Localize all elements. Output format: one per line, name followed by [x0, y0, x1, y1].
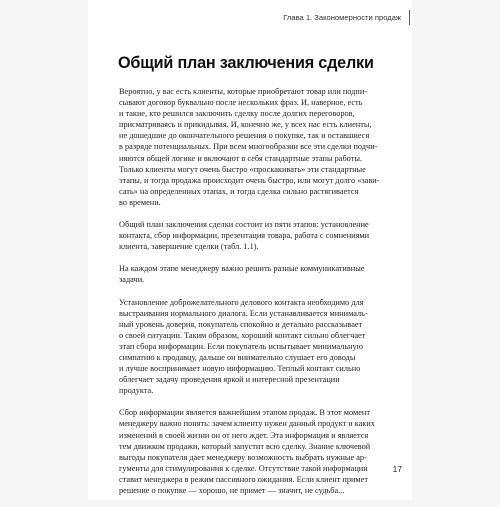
text-line: во времени. — [119, 197, 161, 207]
text-line: и такие, кто решился заключить сделку после долгих переговоров, — [119, 109, 355, 119]
text-line: Только клиенты могут очень быстро «проскакивать» эти стандартные — [119, 164, 366, 174]
text-line: Вероятно, у вас есть клиенты, которые приобретают товар или подпи- — [119, 87, 368, 96]
text-line: сать» на определенных этапах, и тогда сделка сильно растягивается — [119, 186, 359, 196]
text-line: изменений в своей жизни он от него ждет. Эта информация и является — [119, 430, 369, 440]
paragraph — [119, 263, 401, 285]
text-line: задачи. — [119, 275, 145, 285]
text-line: о своей ситуации. Таким образом, хороший контакт сильно облегчает — [119, 330, 366, 340]
page-number: 17 — [392, 464, 402, 474]
text-line: выгоды покупателя дает менеджеру возможность выбрать нужные ар- — [119, 452, 367, 462]
paragraph — [119, 407, 401, 496]
text-line: менеджеру важно понять: зачем клиенту нужен данный продукт и каких — [119, 419, 375, 429]
running-header — [283, 10, 412, 25]
book-page — [88, 0, 412, 500]
text-line: няются общей логике и включают в себя стандартные этапы работы. — [119, 153, 362, 163]
text-line: На каждом этапе менеджеру важно решить разные коммуникативные — [119, 264, 365, 274]
text-line: ставит менеджера в режим пассивного ожидания. Если клиент примет — [119, 474, 368, 484]
text-line: этапы, и тогда продажа происходит очень быстро, или могут долго «зави- — [119, 175, 380, 185]
text-line: Общий план заключения сделки состоит из пяти этапов: установление — [119, 220, 369, 230]
text-line: продукта. — [119, 386, 154, 396]
paragraph — [119, 86, 401, 208]
text-line: не дошедшие до окончательного решения о покупке, так и оставшиеся — [119, 131, 370, 141]
paragraph — [119, 219, 401, 252]
text-line: симпатию к продавцу, дальше он внимательно слушает его доводы — [119, 352, 356, 362]
text-line: в разряде потенциальных. При всем многообразии все эти сделки подчи- — [119, 142, 378, 152]
text-line: тем движком продажи, который запустит всю сделку. Знание ключевой — [119, 441, 371, 451]
text-line: Сбор информации является важнейшим этапом продаж. В этот момент — [119, 408, 370, 418]
section-title: Общий план заключения сделки — [118, 54, 374, 72]
text-line: выстраивания нормального диалога. Если устанавливается минималь- — [119, 308, 368, 318]
text-line: гументы для стимулирования к сделке. Отсутствие такой информации — [119, 463, 368, 473]
text-line: сывают договор буквально после нескольких фраз. И, наверное, есть — [119, 98, 363, 108]
text-line: контакта, сбор информации, презентация товара, работа с сомнениями — [119, 231, 370, 241]
text-line: ный уровень доверия, покупатель спокойно и детально рассказывает — [119, 319, 363, 329]
chapter-header: Глава 1. Закономерности продаж — [283, 13, 401, 22]
paragraph — [119, 297, 401, 397]
text-line: этап сбора информации. Если покупатель испытывает минимальную — [119, 341, 363, 351]
text-line: решение о покупке — хорошо, не примет — значит, не судьба... — [119, 486, 345, 495]
body-text — [119, 86, 401, 507]
text-line: клиента, завершение сделки (табл. 1.1). — [119, 242, 259, 252]
text-line: облегчает задачу проведения яркой и интересной презентации — [119, 375, 340, 385]
text-line: Установление доброжелательного делового контакта необходимо для — [119, 297, 364, 307]
text-line: и лучше воспринимает новую информацию. Теплый контакт сильно — [119, 364, 361, 374]
text-line: присматриваясь и прикидывая. И, конечно же, у всех нас есть клиенты, — [119, 120, 372, 130]
